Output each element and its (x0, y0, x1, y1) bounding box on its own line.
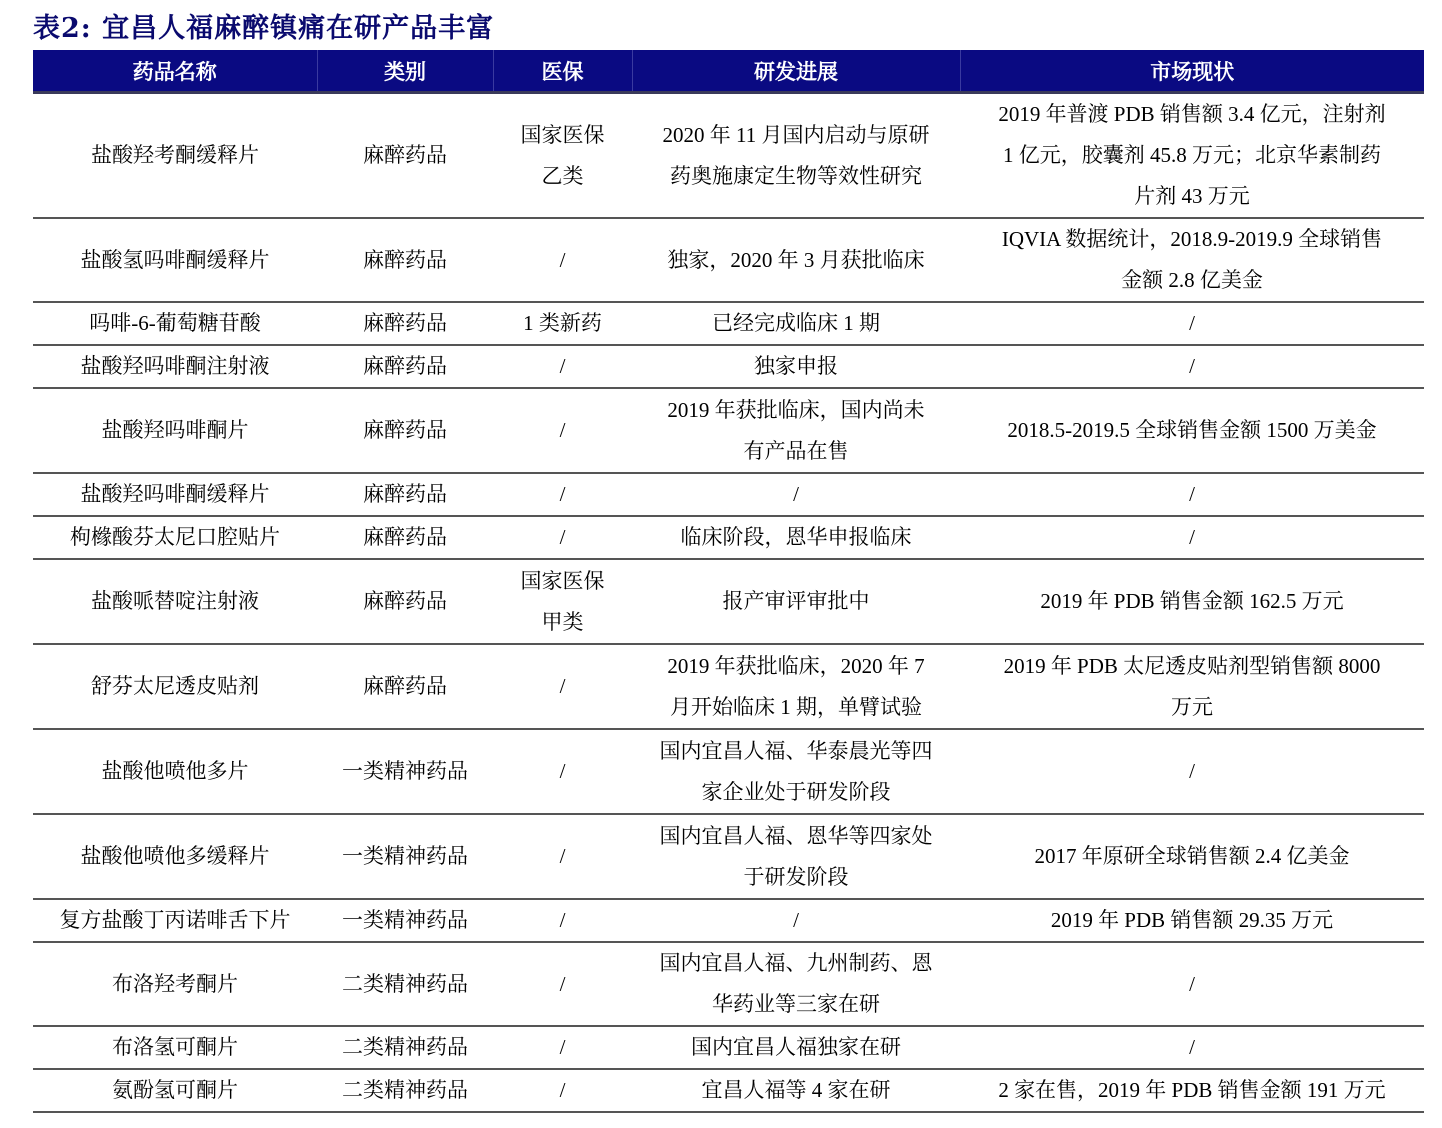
insurance-cell: 国家医保 甲类 (493, 559, 632, 644)
market-status-cell: 2019 年普渡 PDB 销售额 3.4 亿元，注射剂 1 亿元，胶囊剂 45.8 万元；北京华素制药 片剂 43 万元 (960, 93, 1424, 219)
category-cell: 麻醉药品 (317, 516, 493, 559)
rd-progress-cell: 2019 年获批临床，2020 年 7 月开始临床 1 期，单臂试验 (632, 644, 960, 729)
insurance-cell: / (493, 345, 632, 388)
insurance-cell: 国家医保 乙类 (493, 93, 632, 219)
category-cell: 麻醉药品 (317, 302, 493, 345)
rd-progress-cell: / (632, 899, 960, 942)
rd-progress-cell: 已经完成临床 1 期 (632, 302, 960, 345)
market-status-cell: / (960, 473, 1424, 516)
table-row (33, 218, 1424, 302)
table-row (33, 302, 1424, 345)
rd-progress-cell: 国内宜昌人福、华泰晨光等四 家企业处于研发阶段 (632, 729, 960, 814)
insurance-cell: / (493, 1069, 632, 1112)
drug-name-cell: 盐酸他喷他多缓释片 (33, 814, 317, 899)
insurance-cell: 1 类新药 (493, 302, 632, 345)
drug-name-cell: 盐酸氢吗啡酮缓释片 (33, 218, 317, 302)
table-row (33, 1026, 1424, 1069)
table-row (33, 473, 1424, 516)
table-row (33, 559, 1424, 644)
drug-name-cell: 吗啡-6-葡萄糖苷酸 (33, 302, 317, 345)
market-status-cell: 2017 年原研全球销售额 2.4 亿美金 (960, 814, 1424, 899)
market-status-cell: 2019 年 PDB 销售额 29.35 万元 (960, 899, 1424, 942)
category-cell: 麻醉药品 (317, 473, 493, 516)
drug-name-cell: 枸橼酸芬太尼口腔贴片 (33, 516, 317, 559)
market-status-cell: 2019 年 PDB 太尼透皮贴剂型销售额 8000 万元 (960, 644, 1424, 729)
drug-name-cell: 盐酸哌替啶注射液 (33, 559, 317, 644)
market-status-cell: 2 家在售，2019 年 PDB 销售金额 191 万元 (960, 1069, 1424, 1112)
insurance-cell: / (493, 218, 632, 302)
market-status-cell: / (960, 1026, 1424, 1069)
rd-progress-cell: 临床阶段，恩华申报临床 (632, 516, 960, 559)
rd-progress-cell: / (632, 473, 960, 516)
rd-progress-cell: 宜昌人福等 4 家在研 (632, 1069, 960, 1112)
rd-progress-cell: 国内宜昌人福独家在研 (632, 1026, 960, 1069)
drug-name-cell: 氨酚氢可酮片 (33, 1069, 317, 1112)
category-cell: 二类精神药品 (317, 1069, 493, 1112)
drug-name-cell: 盐酸羟吗啡酮注射液 (33, 345, 317, 388)
insurance-cell: / (493, 388, 632, 473)
header-drug-name: 药品名称 (33, 50, 317, 93)
market-status-cell: / (960, 942, 1424, 1026)
header-market-status: 市场现状 (960, 50, 1424, 93)
category-cell: 麻醉药品 (317, 218, 493, 302)
rd-progress-cell: 国内宜昌人福、恩华等四家处 于研发阶段 (632, 814, 960, 899)
drug-name-cell: 复方盐酸丁丙诺啡舌下片 (33, 899, 317, 942)
insurance-cell: / (493, 814, 632, 899)
rd-progress-cell: 2019 年获批临床，国内尚未 有产品在售 (632, 388, 960, 473)
category-cell: 二类精神药品 (317, 942, 493, 1026)
rd-progress-cell: 国内宜昌人福、九州制药、恩 华药业等三家在研 (632, 942, 960, 1026)
market-status-cell: IQVIA 数据统计，2018.9-2019.9 全球销售 金额 2.8 亿美金 (960, 218, 1424, 302)
table-title: 表2: 宜昌人福麻醉镇痛在研产品丰富 (33, 13, 495, 44)
category-cell: 麻醉药品 (317, 559, 493, 644)
header-rd-progress: 研发进展 (632, 50, 960, 93)
table-row (33, 345, 1424, 388)
table-body (33, 93, 1424, 1113)
table-row (33, 729, 1424, 814)
insurance-cell: / (493, 473, 632, 516)
drug-name-cell: 布洛氢可酮片 (33, 1026, 317, 1069)
market-status-cell: / (960, 729, 1424, 814)
header-insurance: 医保 (493, 50, 632, 93)
market-status-cell: / (960, 516, 1424, 559)
table-row (33, 644, 1424, 729)
category-cell: 二类精神药品 (317, 1026, 493, 1069)
drug-name-cell: 盐酸羟考酮缓释片 (33, 93, 317, 219)
table-row (33, 899, 1424, 942)
header-category: 类别 (317, 50, 493, 93)
table-row (33, 516, 1424, 559)
table-row (33, 93, 1424, 219)
market-status-cell: / (960, 302, 1424, 345)
table-row (33, 1069, 1424, 1112)
category-cell: 麻醉药品 (317, 388, 493, 473)
table-row (33, 814, 1424, 899)
drug-name-cell: 布洛羟考酮片 (33, 942, 317, 1026)
table-row (33, 942, 1424, 1026)
insurance-cell: / (493, 899, 632, 942)
category-cell: 麻醉药品 (317, 345, 493, 388)
market-status-cell: 2018.5-2019.5 全球销售金额 1500 万美金 (960, 388, 1424, 473)
insurance-cell: / (493, 1026, 632, 1069)
table-row (33, 388, 1424, 473)
rd-progress-cell: 独家，2020 年 3 月获批临床 (632, 218, 960, 302)
rd-progress-cell: 报产审评审批中 (632, 559, 960, 644)
insurance-cell: / (493, 729, 632, 814)
drug-name-cell: 盐酸羟吗啡酮片 (33, 388, 317, 473)
market-status-cell: / (960, 345, 1424, 388)
category-cell: 一类精神药品 (317, 729, 493, 814)
drug-name-cell: 盐酸羟吗啡酮缓释片 (33, 473, 317, 516)
drug-name-cell: 盐酸他喷他多片 (33, 729, 317, 814)
category-cell: 一类精神药品 (317, 814, 493, 899)
drug-name-cell: 舒芬太尼透皮贴剂 (33, 644, 317, 729)
rd-progress-cell: 2020 年 11 月国内启动与原研 药奥施康定生物等效性研究 (632, 93, 960, 219)
market-status-cell: 2019 年 PDB 销售金额 162.5 万元 (960, 559, 1424, 644)
drug-pipeline-table (33, 50, 1424, 1113)
table-header-row (33, 50, 1424, 93)
rd-progress-cell: 独家申报 (632, 345, 960, 388)
category-cell: 麻醉药品 (317, 93, 493, 219)
category-cell: 麻醉药品 (317, 644, 493, 729)
insurance-cell: / (493, 942, 632, 1026)
insurance-cell: / (493, 644, 632, 729)
category-cell: 一类精神药品 (317, 899, 493, 942)
insurance-cell: / (493, 516, 632, 559)
